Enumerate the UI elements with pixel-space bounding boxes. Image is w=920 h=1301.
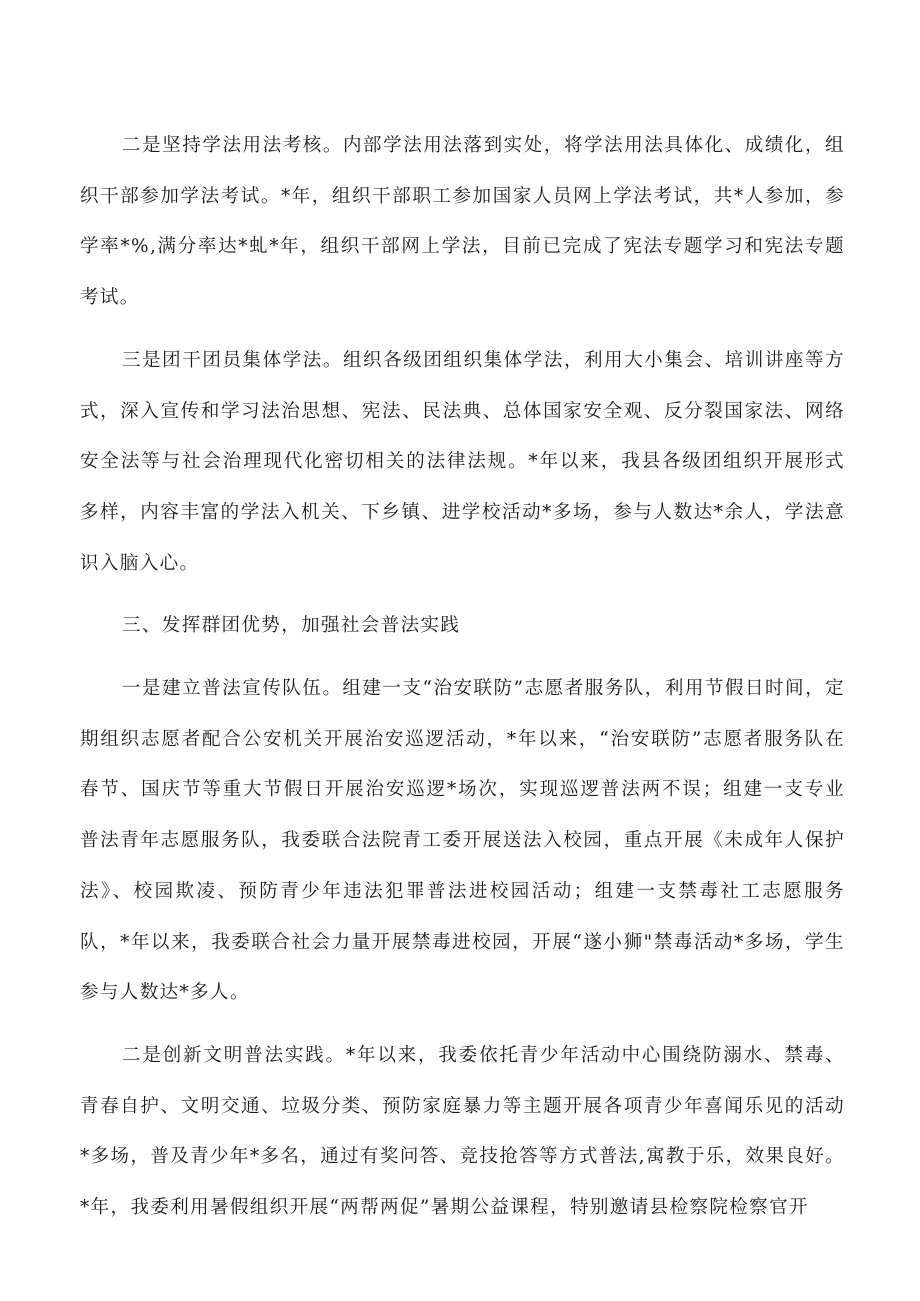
section-heading: 三、发挥群团优势，加强社会普法实践 [122, 615, 461, 637]
paragraph-gap [80, 589, 845, 601]
paragraph-volunteer-teams: 一是建立普法宣传队伍。组建一支“治安联防”志愿者服务队，利用节假日时间，定期组织志愿者配合公安机关开展治安巡逻活动，*年以来，“治安联防”志愿者服务队在春节、国庆节等重大节假日开展治安巡逻*场次，实现巡逻普法两不误；组建一支专业普法青年志愿服务队，我委联合法院青工委开展送法入校园，重点开展《未成年人保护法》、校园欺凌、预防青少年违法犯罪普法进校园活动；组建一支禁毒社工志愿服务队，*年以来，我委联合社会力量开展禁毒进校园，开展“遂小狮"禁毒活动*多场，学生参与人数达*多人。 [80, 678, 845, 1004]
paragraph-civilized-practice: 二是创新文明普法实践。*年以来，我委依托青少年活动中心围绕防溺水、禁毒、青春自护、文明交通、垃圾分类、预防家庭暴力等主题开展各项青少年喜闻乐见的活动*多场，普及青少年*多名，通过有奖问答、竞技抢答等方式普法,寓教于乐，效果良好。*年，我委利用暑假组织开展“两帮两促”暑期公益课程，特别邀请县检察院检察官开 [80, 1044, 845, 1219]
paragraph-gap [80, 1019, 845, 1031]
paragraph-gap [80, 324, 845, 336]
paragraph-study-law-assessment: 二是坚持学法用法考核。内部学法用法落到实处，将学法用法具体化、成绩化，组织干部参加学法考试。*年，组织干部职工参加国家人员网上学法考试，共*人参加，参学率*%,满分率达*虬*年，组织干部网上学法，目前已完成了宪法专题学习和宪法专题考试。 [80, 135, 845, 309]
paragraph-gap [80, 652, 845, 664]
paragraph-collective-study: 三是团干团员集体学法。组织各级团组织集体学法，利用大小集会、培训讲座等方式，深入宣传和学习法治思想、宪法、民法典、总体国家安全观、反分裂国家法、网络安全法等与社会治理现代化密切相关的法律法规。*年以来，我县各级团组织开展形式多样，内容丰富的学法入机关、下乡镇、进学校活动*多场，参与人数达*余人，学法意识入脑入心。 [80, 349, 845, 574]
document-body [80, 121, 845, 1234]
